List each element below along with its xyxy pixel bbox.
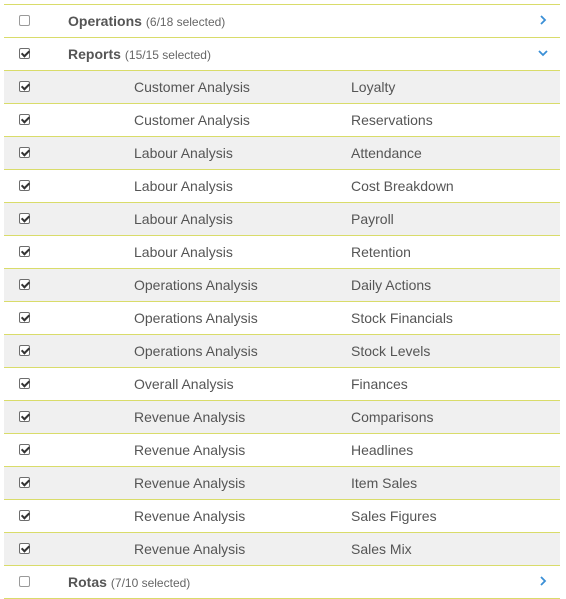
group-title-reports: Reports (15/15 selected) <box>68 46 211 62</box>
report-checkbox[interactable] <box>19 180 30 191</box>
report-checkbox[interactable] <box>19 246 30 257</box>
report-name: Item Sales <box>351 475 418 491</box>
report-name: Attendance <box>351 145 422 161</box>
report-name: Finances <box>351 376 408 392</box>
report-checkbox[interactable] <box>19 81 30 92</box>
report-checkbox[interactable] <box>19 543 30 554</box>
report-category: Operations Analysis <box>134 310 258 326</box>
report-checkbox[interactable] <box>19 114 30 125</box>
report-checkbox[interactable] <box>19 312 30 323</box>
report-row[interactable] <box>4 236 560 269</box>
chevron-down-icon[interactable] <box>536 46 550 60</box>
chevron-right-icon[interactable] <box>536 13 550 27</box>
group-checkbox-rotas[interactable] <box>19 576 30 587</box>
report-row[interactable] <box>4 302 560 335</box>
report-name: Comparisons <box>351 409 434 425</box>
report-checkbox[interactable] <box>19 510 30 521</box>
report-category: Labour Analysis <box>134 145 233 161</box>
group-count-rotas: (7/10 selected) <box>110 576 191 590</box>
report-name: Sales Mix <box>351 541 412 557</box>
report-name: Sales Figures <box>351 508 437 524</box>
report-category: Revenue Analysis <box>134 508 246 524</box>
report-name: Loyalty <box>351 79 396 95</box>
report-row[interactable] <box>4 203 560 236</box>
group-title-rotas: Rotas (7/10 selected) <box>68 574 191 590</box>
report-category: Labour Analysis <box>134 178 233 194</box>
report-category: Overall Analysis <box>134 376 234 392</box>
report-category: Customer Analysis <box>134 112 250 128</box>
report-row[interactable] <box>4 137 560 170</box>
report-category: Revenue Analysis <box>134 442 246 458</box>
permissions-list <box>4 4 560 599</box>
report-category: Labour Analysis <box>134 244 233 260</box>
group-row-rotas[interactable] <box>4 566 560 599</box>
group-row-operations[interactable] <box>4 5 560 38</box>
group-row-reports[interactable] <box>4 38 560 71</box>
report-name: Stock Levels <box>351 343 431 359</box>
report-checkbox[interactable] <box>19 378 30 389</box>
report-category: Customer Analysis <box>134 79 250 95</box>
report-name: Retention <box>351 244 411 260</box>
report-name: Cost Breakdown <box>351 178 454 194</box>
report-row[interactable] <box>4 467 560 500</box>
report-name: Daily Actions <box>351 277 432 293</box>
report-name: Payroll <box>351 211 394 227</box>
report-row[interactable] <box>4 533 560 566</box>
report-category: Revenue Analysis <box>134 409 246 425</box>
report-name: Stock Financials <box>351 310 453 326</box>
group-count-reports: (15/15 selected) <box>124 48 211 62</box>
report-checkbox[interactable] <box>19 213 30 224</box>
report-name: Headlines <box>351 442 414 458</box>
report-category: Revenue Analysis <box>134 541 246 557</box>
report-checkbox[interactable] <box>19 411 30 422</box>
report-category: Operations Analysis <box>134 343 258 359</box>
report-checkbox[interactable] <box>19 345 30 356</box>
group-checkbox-operations[interactable] <box>19 15 30 26</box>
report-checkbox[interactable] <box>19 279 30 290</box>
report-row[interactable] <box>4 170 560 203</box>
report-row[interactable] <box>4 104 560 137</box>
report-name: Reservations <box>351 112 433 128</box>
report-row[interactable] <box>4 335 560 368</box>
group-title-operations: Operations (6/18 selected) <box>68 13 226 29</box>
report-category: Revenue Analysis <box>134 475 246 491</box>
report-category: Operations Analysis <box>134 277 258 293</box>
group-count-operations: (6/18 selected) <box>145 15 226 29</box>
chevron-right-icon[interactable] <box>536 574 550 588</box>
group-checkbox-reports[interactable] <box>19 48 30 59</box>
report-checkbox[interactable] <box>19 147 30 158</box>
report-checkbox[interactable] <box>19 444 30 455</box>
report-row[interactable] <box>4 500 560 533</box>
report-category: Labour Analysis <box>134 211 233 227</box>
report-row[interactable] <box>4 434 560 467</box>
report-row[interactable] <box>4 368 560 401</box>
report-row[interactable] <box>4 269 560 302</box>
report-row[interactable] <box>4 401 560 434</box>
report-checkbox[interactable] <box>19 477 30 488</box>
report-row[interactable] <box>4 71 560 104</box>
